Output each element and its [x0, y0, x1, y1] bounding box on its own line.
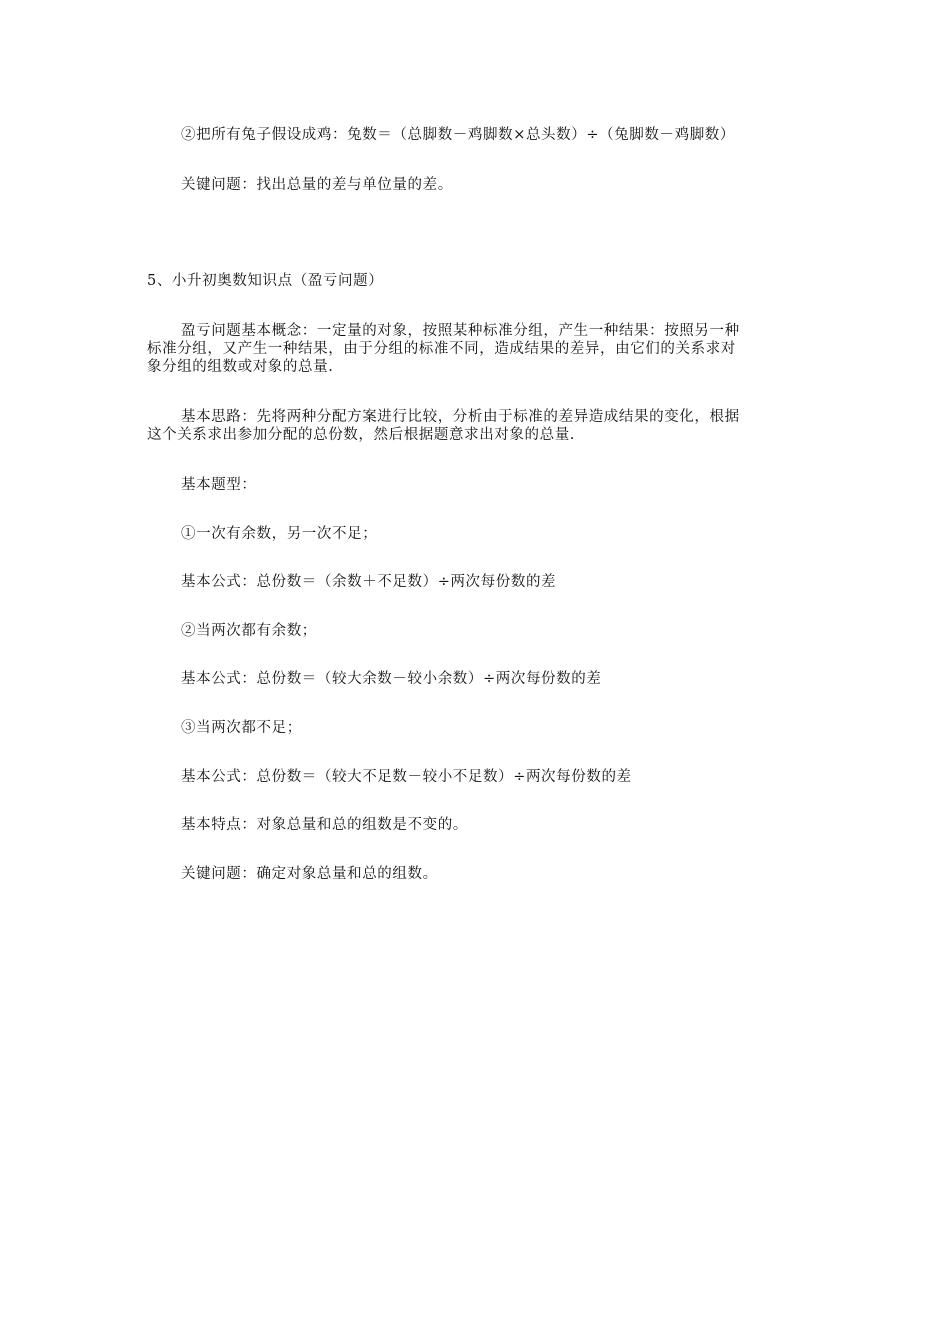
key-issue-surplus-deficit: 关键问题：确定对象总量和总的组数。: [181, 866, 438, 882]
formula-three: 基本公式：总份数＝（较大不足数－较小不足数）÷两次每份数的差: [181, 769, 632, 785]
section-heading: 5、小升初奥数知识点（盈亏问题）: [147, 273, 384, 289]
approach-paragraph: [147, 408, 807, 444]
formula-one: 基本公式：总份数＝（余数＋不足数）÷两次每份数的差: [181, 574, 557, 590]
concept-paragraph: [147, 322, 807, 376]
case-three: ③当两次都不足；: [181, 720, 302, 736]
key-issue-chicken-rabbit: 关键问题：找出总量的差与单位量的差。: [181, 177, 453, 193]
types-heading: 基本题型：: [181, 477, 257, 493]
case-two: ②当两次都有余数；: [181, 623, 317, 639]
approach-line-2: 这个关系求出参加分配的总份数，然后根据题意求出对象的总量.: [147, 427, 576, 443]
concept-line-1: 盈亏问题基本概念：一定量的对象，按照某种标准分组，产生一种结果：按照另一种: [181, 323, 740, 339]
formula-two: 基本公式：总份数＝（较大余数－较小余数）÷两次每份数的差: [181, 671, 602, 687]
formula-rabbit-assumption: ②把所有兔子假设成鸡：兔数＝（总脚数－鸡脚数×总头数）÷（兔脚数－鸡脚数）: [181, 127, 735, 143]
case-one: ①一次有余数，另一次不足；: [181, 526, 378, 542]
basic-feature: 基本特点：对象总量和总的组数是不变的。: [181, 817, 468, 833]
approach-line-1: 基本思路：先将两种分配方案进行比较，分析由于标准的差异造成结果的变化，根据: [181, 409, 740, 425]
concept-line-2: 标准分组，又产生一种结果，由于分组的标准不同，造成结果的差异，由它们的关系求对: [147, 341, 736, 357]
concept-line-3: 象分组的组数或对象的总量.: [147, 359, 334, 375]
